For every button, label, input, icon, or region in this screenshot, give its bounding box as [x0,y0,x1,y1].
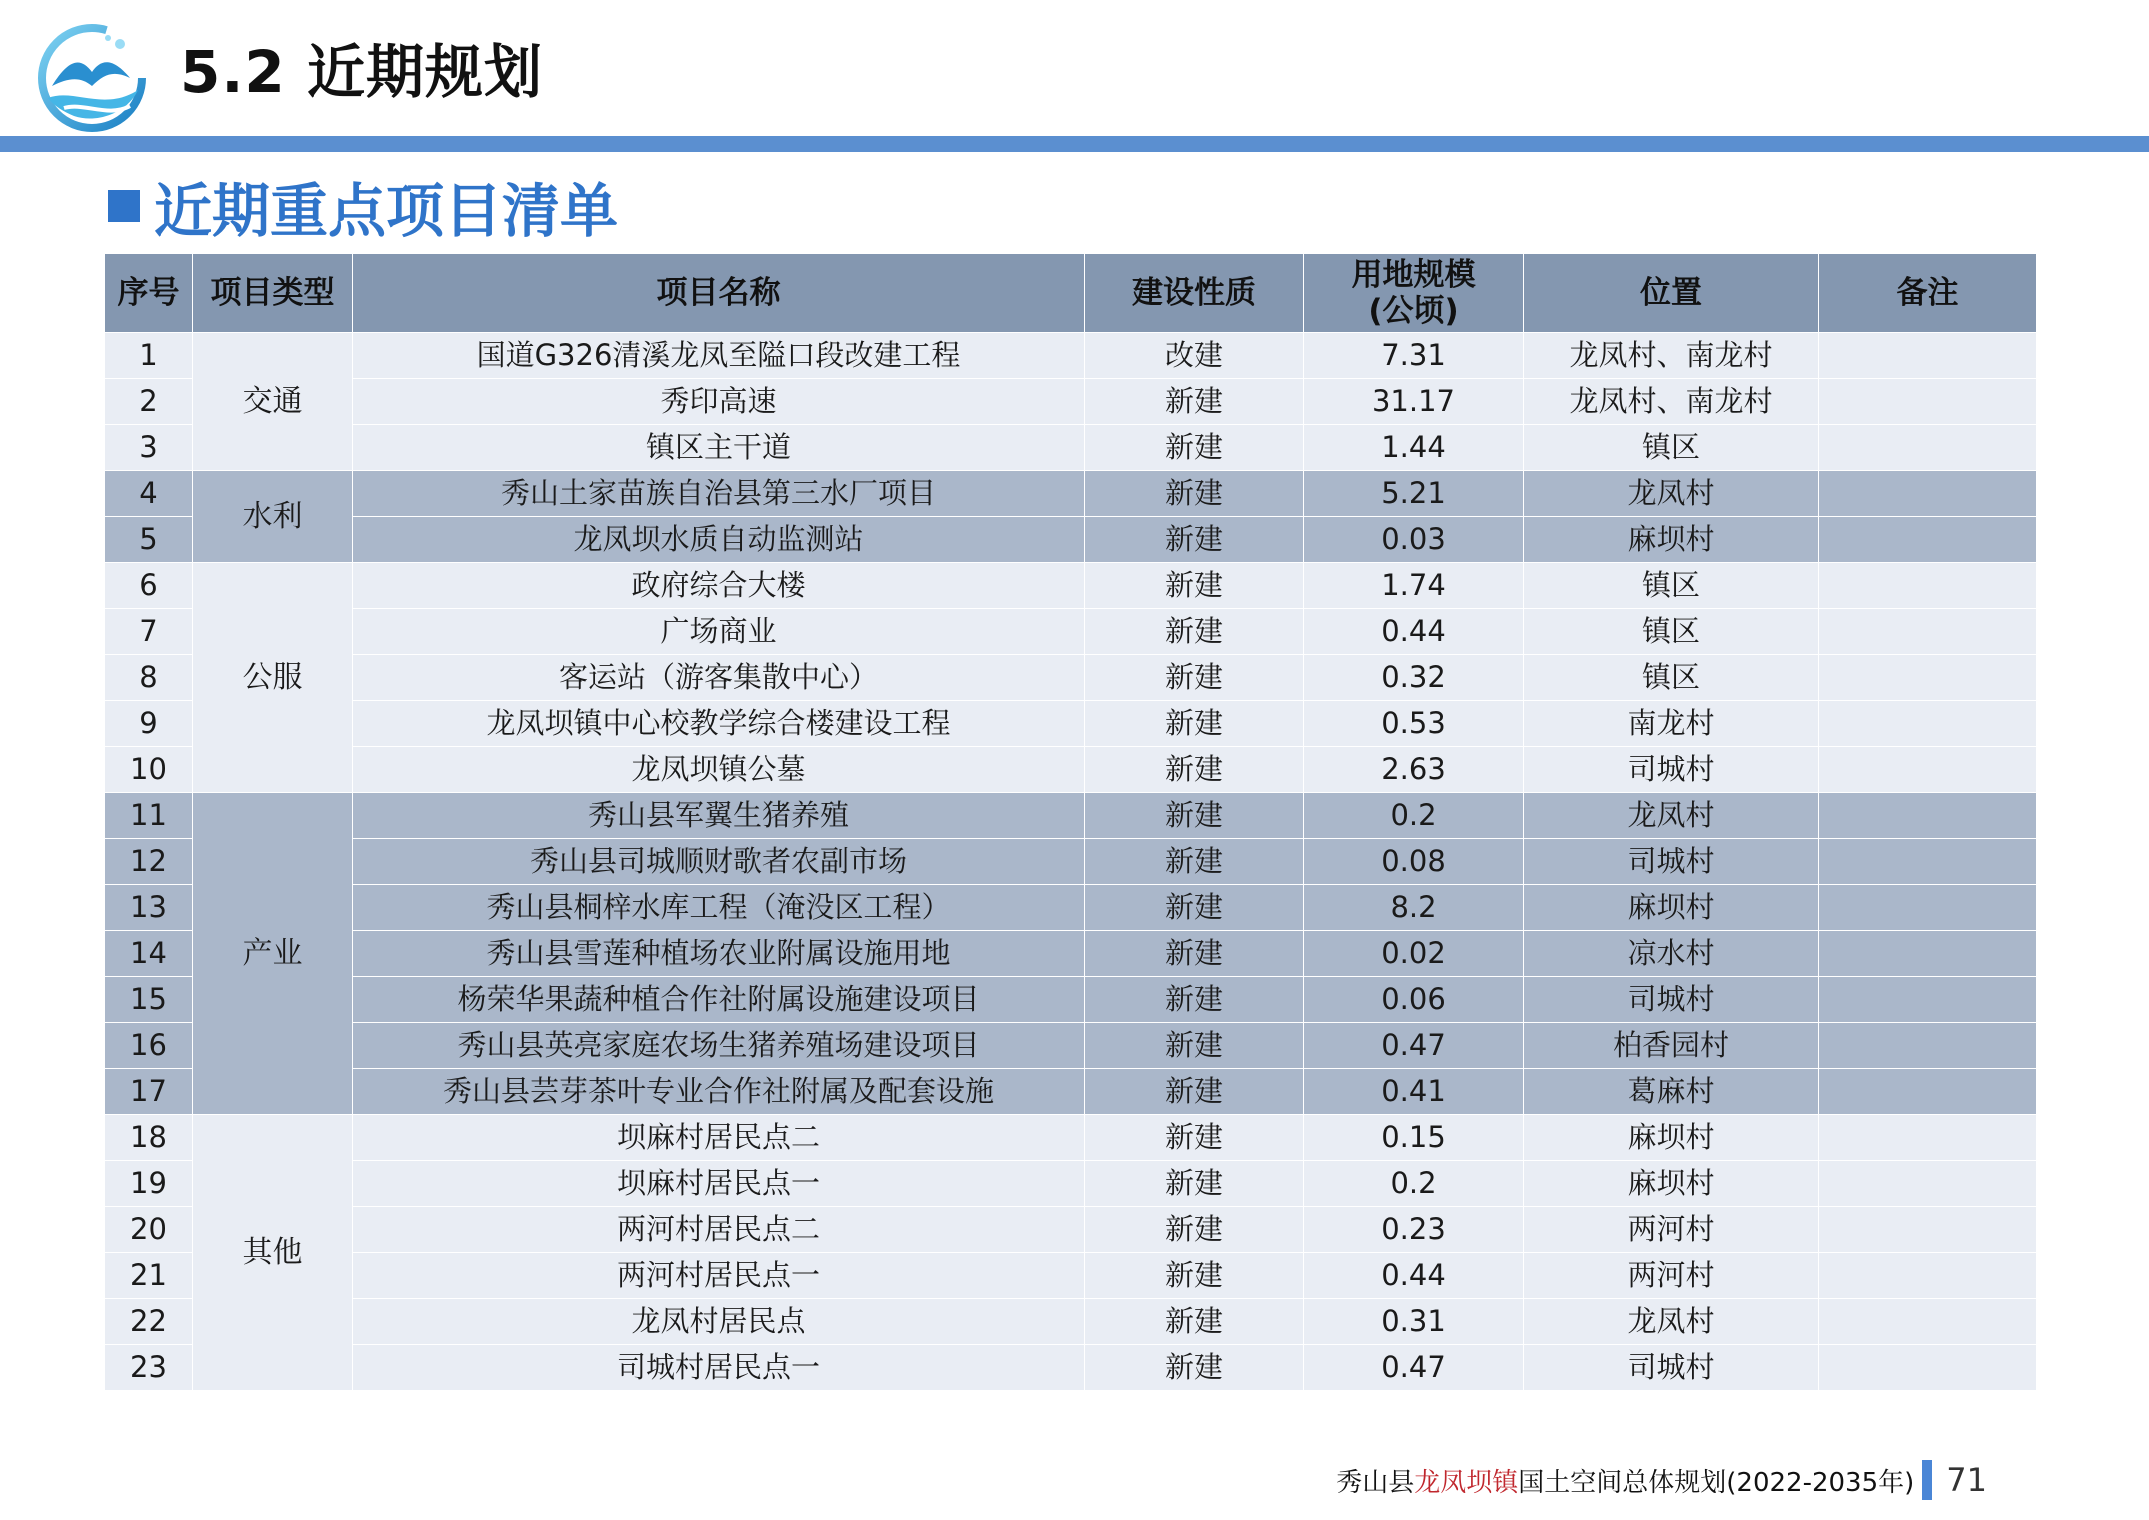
col-header-remarks: 备注 [1819,254,2037,333]
cell-index: 21 [105,1253,193,1299]
cell-name: 司城村居民点一 [353,1345,1085,1391]
cell-remarks [1819,885,2037,931]
cell-index: 18 [105,1115,193,1161]
project-table-container [104,253,2036,1391]
cell-name: 秀印高速 [353,379,1085,425]
cell-name: 龙凤村居民点 [353,1299,1085,1345]
cell-nature: 新建 [1085,839,1304,885]
cell-name: 政府综合大楼 [353,563,1085,609]
cell-index: 5 [105,517,193,563]
table-row [105,655,2037,701]
cell-index: 13 [105,885,193,931]
section-title: 近期重点项目清单 [154,177,619,245]
cell-nature: 新建 [1085,1253,1304,1299]
table-row [105,1253,2037,1299]
cell-remarks [1819,1207,2037,1253]
cell-name: 镇区主干道 [353,425,1085,471]
table-row [105,885,2037,931]
cell-type: 交通 [193,333,353,471]
col-header-type: 项目类型 [193,254,353,333]
cell-remarks [1819,563,2037,609]
cell-area: 0.23 [1304,1207,1524,1253]
cell-remarks [1819,1023,2037,1069]
cell-area: 0.32 [1304,655,1524,701]
col-header-name: 项目名称 [353,254,1085,333]
cell-name: 坝麻村居民点一 [353,1161,1085,1207]
table-row [105,1161,2037,1207]
section-heading [108,166,618,246]
cell-location: 麻坝村 [1524,1161,1819,1207]
cell-location: 龙凤村 [1524,471,1819,517]
cell-type: 产业 [193,793,353,1115]
col-header-nature: 建设性质 [1085,254,1304,333]
cell-name: 秀山县英亮家庭农场生猪养殖场建设项目 [353,1023,1085,1069]
cell-nature: 新建 [1085,931,1304,977]
table-row [105,1069,2037,1115]
cell-remarks [1819,1069,2037,1115]
table-header-row [105,254,2037,333]
project-table [104,253,2037,1391]
cell-name: 秀山县桐梓水库工程（淹没区工程） [353,885,1085,931]
cell-area: 0.47 [1304,1023,1524,1069]
cell-type: 其他 [193,1115,353,1391]
cell-location: 司城村 [1524,977,1819,1023]
cell-remarks [1819,931,2037,977]
cell-index: 20 [105,1207,193,1253]
cell-location: 镇区 [1524,609,1819,655]
cell-name: 秀山土家苗族自治县第三水厂项目 [353,471,1085,517]
square-bullet-icon [108,190,140,222]
cell-index: 15 [105,977,193,1023]
cell-name: 杨荣华果蔬种植合作社附属设施建设项目 [353,977,1085,1023]
cell-location: 司城村 [1524,747,1819,793]
cell-location: 司城村 [1524,839,1819,885]
cell-location: 葛麻村 [1524,1069,1819,1115]
cell-index: 19 [105,1161,193,1207]
table-row [105,471,2037,517]
cell-nature: 新建 [1085,1115,1304,1161]
cell-area: 0.31 [1304,1299,1524,1345]
cell-nature: 新建 [1085,701,1304,747]
cell-nature: 新建 [1085,1023,1304,1069]
page-title: 5.2 近期规划 [180,38,543,106]
page-number: 71 [1946,1461,1987,1499]
cell-name: 龙凤坝水质自动监测站 [353,517,1085,563]
table-row [105,839,2037,885]
cell-type: 水利 [193,471,353,563]
cell-index: 17 [105,1069,193,1115]
cell-index: 3 [105,425,193,471]
cell-nature: 新建 [1085,379,1304,425]
header-divider [0,136,2149,152]
table-row [105,1345,2037,1391]
cell-name: 两河村居民点二 [353,1207,1085,1253]
cell-location: 镇区 [1524,563,1819,609]
footer-divider-bar [1922,1460,1932,1500]
cell-location: 龙凤村、南龙村 [1524,333,1819,379]
cell-name: 广场商业 [353,609,1085,655]
table-body [105,333,2037,1391]
cell-area: 0.2 [1304,1161,1524,1207]
cell-area: 0.03 [1304,517,1524,563]
footer-prefix: 秀山县 [1336,1467,1415,1498]
cell-name: 坝麻村居民点二 [353,1115,1085,1161]
table-row [105,1299,2037,1345]
cell-location: 两河村 [1524,1253,1819,1299]
cell-remarks [1819,609,2037,655]
cell-index: 14 [105,931,193,977]
cell-nature: 新建 [1085,793,1304,839]
cell-index: 4 [105,471,193,517]
table-row [105,793,2037,839]
table-row [105,1207,2037,1253]
col-header-index: 序号 [105,254,193,333]
cell-nature: 新建 [1085,977,1304,1023]
table-row [105,379,2037,425]
cell-area: 0.53 [1304,701,1524,747]
table-row [105,517,2037,563]
cell-nature: 新建 [1085,885,1304,931]
cell-remarks [1819,655,2037,701]
cell-index: 9 [105,701,193,747]
cell-index: 10 [105,747,193,793]
cell-index: 23 [105,1345,193,1391]
cell-index: 12 [105,839,193,885]
cell-remarks [1819,839,2037,885]
cell-remarks [1819,701,2037,747]
cell-name: 龙凤坝镇公墓 [353,747,1085,793]
table-row [105,1023,2037,1069]
cell-remarks [1819,379,2037,425]
table-row [105,609,2037,655]
cell-name: 秀山县军翼生猪养殖 [353,793,1085,839]
cell-index: 11 [105,793,193,839]
cell-area: 1.44 [1304,425,1524,471]
cell-remarks [1819,1161,2037,1207]
cell-index: 1 [105,333,193,379]
col-header-location: 位置 [1524,254,1819,333]
footer [1336,1462,1987,1498]
cell-location: 麻坝村 [1524,1115,1819,1161]
cell-index: 22 [105,1299,193,1345]
cell-index: 8 [105,655,193,701]
cell-remarks [1819,517,2037,563]
cell-name: 秀山县雪莲种植场农业附属设施用地 [353,931,1085,977]
footer-suffix: 国土空间总体规划(2022-2035年) [1518,1467,1915,1498]
table-row [105,333,2037,379]
cell-area: 0.02 [1304,931,1524,977]
table-row [105,977,2037,1023]
cell-name: 客运站（游客集散中心） [353,655,1085,701]
cell-remarks [1819,1345,2037,1391]
cell-nature: 新建 [1085,1345,1304,1391]
cell-location: 两河村 [1524,1207,1819,1253]
cell-index: 6 [105,563,193,609]
cell-index: 16 [105,1023,193,1069]
cell-area: 5.21 [1304,471,1524,517]
cell-remarks [1819,1115,2037,1161]
cell-remarks [1819,333,2037,379]
cell-nature: 新建 [1085,609,1304,655]
cell-location: 柏香园村 [1524,1023,1819,1069]
cell-type: 公服 [193,563,353,793]
cell-area: 1.74 [1304,563,1524,609]
cell-remarks [1819,425,2037,471]
cell-location: 司城村 [1524,1345,1819,1391]
cell-nature: 新建 [1085,1069,1304,1115]
cell-name: 秀山县芸芽茶叶专业合作社附属及配套设施 [353,1069,1085,1115]
cell-location: 龙凤村、南龙村 [1524,379,1819,425]
cell-location: 龙凤村 [1524,793,1819,839]
cell-name: 龙凤坝镇中心校教学综合楼建设工程 [353,701,1085,747]
cell-nature: 新建 [1085,517,1304,563]
cell-nature: 改建 [1085,333,1304,379]
cell-remarks [1819,471,2037,517]
cell-nature: 新建 [1085,1161,1304,1207]
cell-area: 7.31 [1304,333,1524,379]
cell-location: 南龙村 [1524,701,1819,747]
cell-location: 麻坝村 [1524,517,1819,563]
cell-area: 0.15 [1304,1115,1524,1161]
cell-nature: 新建 [1085,563,1304,609]
cell-area: 0.06 [1304,977,1524,1023]
cell-nature: 新建 [1085,425,1304,471]
cell-index: 2 [105,379,193,425]
cell-nature: 新建 [1085,655,1304,701]
col-header-area: 用地规模 (公顷) [1304,254,1524,333]
wave-mountain-logo-icon [34,20,150,136]
table-row [105,563,2037,609]
cell-area: 0.44 [1304,609,1524,655]
cell-remarks [1819,747,2037,793]
cell-nature: 新建 [1085,747,1304,793]
cell-area: 8.2 [1304,885,1524,931]
cell-remarks [1819,1299,2037,1345]
cell-location: 镇区 [1524,425,1819,471]
cell-index: 7 [105,609,193,655]
table-row [105,1115,2037,1161]
cell-name: 国道G326清溪龙凤至隘口段改建工程 [353,333,1085,379]
cell-nature: 新建 [1085,471,1304,517]
table-row [105,701,2037,747]
cell-nature: 新建 [1085,1207,1304,1253]
cell-location: 龙凤村 [1524,1299,1819,1345]
cell-area: 0.44 [1304,1253,1524,1299]
cell-area: 0.41 [1304,1069,1524,1115]
footer-highlight: 龙凤坝镇 [1414,1467,1519,1498]
cell-area: 0.47 [1304,1345,1524,1391]
cell-area: 0.2 [1304,793,1524,839]
cell-area: 31.17 [1304,379,1524,425]
cell-location: 凉水村 [1524,931,1819,977]
cell-area: 2.63 [1304,747,1524,793]
cell-name: 两河村居民点一 [353,1253,1085,1299]
cell-remarks [1819,977,2037,1023]
cell-location: 镇区 [1524,655,1819,701]
cell-name: 秀山县司城顺财歌者农副市场 [353,839,1085,885]
cell-nature: 新建 [1085,1299,1304,1345]
table-row [105,747,2037,793]
cell-location: 麻坝村 [1524,885,1819,931]
table-row [105,425,2037,471]
table-row [105,931,2037,977]
cell-remarks [1819,1253,2037,1299]
cell-remarks [1819,793,2037,839]
cell-area: 0.08 [1304,839,1524,885]
